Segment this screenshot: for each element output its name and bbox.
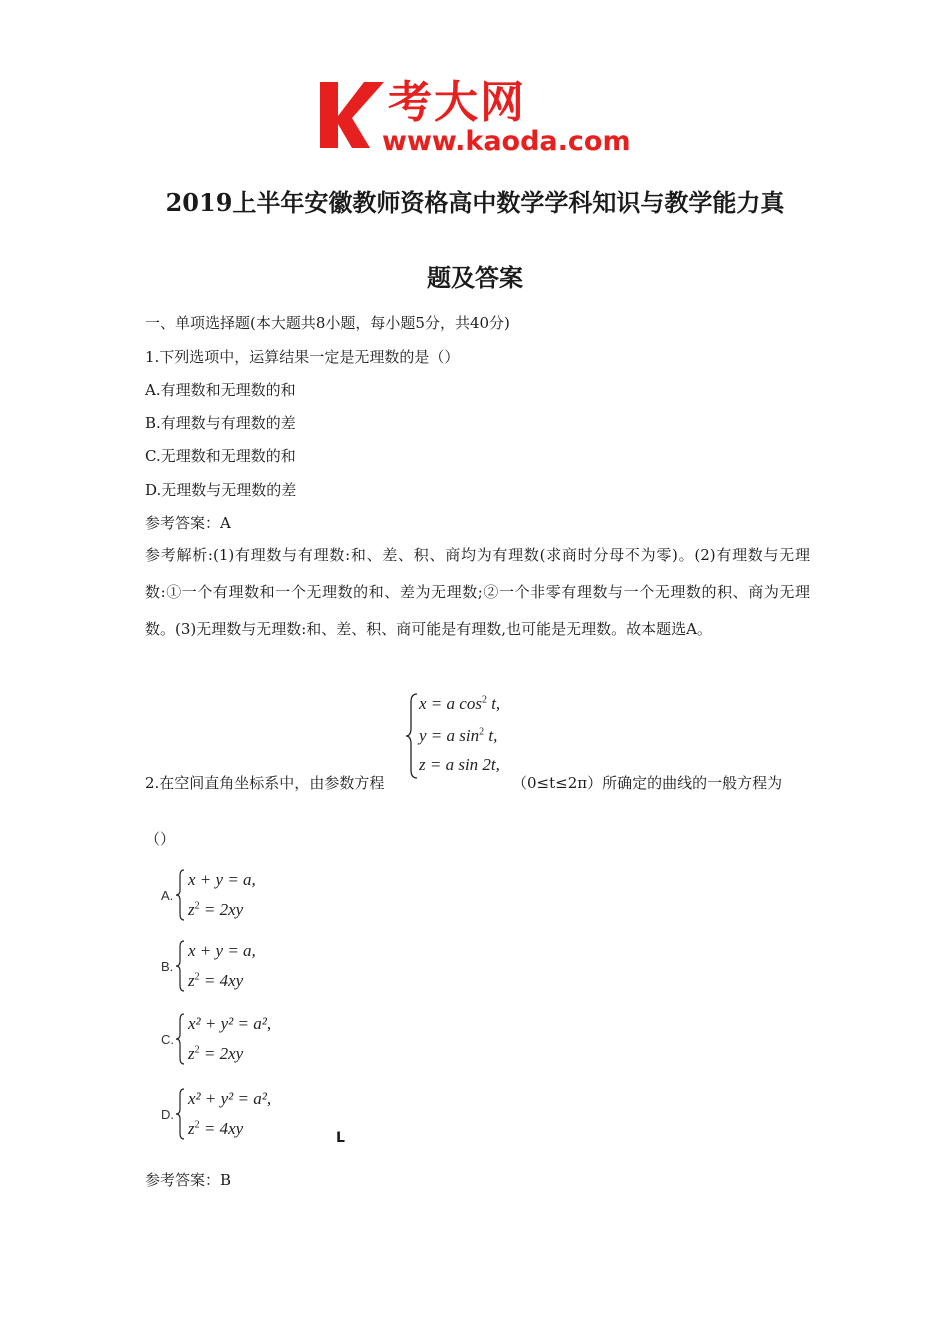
option-eq-line1: x + y = a, bbox=[188, 941, 256, 960]
q2-stem-prefix: 2.在空间直角坐标系中，由参数方程 bbox=[145, 774, 385, 792]
q2-option-a bbox=[161, 868, 301, 924]
option-eq-line2: $z^2 = 4xy$ bbox=[188, 971, 244, 990]
q2-stem-suffix: （0≤t≤2π）所确定的曲线的一般方程为 bbox=[512, 774, 783, 792]
page-title-line2: 题及答案 bbox=[427, 263, 523, 292]
k-logo-icon bbox=[318, 78, 388, 150]
q2-param-equations bbox=[405, 692, 525, 782]
option-eq-line1: x² + y² = a², bbox=[188, 1014, 272, 1033]
option-label: A. bbox=[161, 888, 174, 903]
param-eq-x: x = a $\cos^2 t$, bbox=[419, 694, 501, 713]
q2-option-c bbox=[161, 1012, 311, 1068]
brace-icon bbox=[175, 939, 185, 993]
option-eq-line2: $z^2 = 2xy$ bbox=[188, 900, 244, 919]
option-label: D. bbox=[161, 1107, 174, 1122]
option-label: B. bbox=[161, 959, 174, 974]
param-eq-y: y = a $\sin^2 t$, bbox=[419, 726, 498, 745]
q1-option-c: C.无理数和无理数的和 bbox=[145, 447, 296, 465]
option-eq-line2: $z^2 = 4xy$ bbox=[188, 1119, 244, 1138]
param-eq-z: z = a sin 2t, bbox=[419, 755, 500, 774]
kaoda-logo[interactable] bbox=[318, 78, 640, 158]
logo-url-text: www.kaoda.com bbox=[382, 126, 631, 157]
q1-analysis: 参考解析:(1)有理数与有理数:和、差、积、商均为有理数(求商时分母不为零)。(2)有理数与无理数:①一个有理数和一个无理数的和、差为无理数;②一个非零有理数与一个无理数的积、商为无理数。(3)无理数与无理数:和、差、积、商可能是有理数,也可能是无理数。故本题选A。 bbox=[145, 546, 810, 638]
brace-icon bbox=[175, 1087, 185, 1141]
q1-option-d: D.无理数与无理数的差 bbox=[145, 481, 297, 499]
option-label: C. bbox=[161, 1032, 174, 1047]
option-eq-line2: $z^2 = 2xy$ bbox=[188, 1044, 244, 1063]
section-heading: 一、单项选择题(本大题共8小题，每小题5分，共40分) bbox=[145, 314, 510, 332]
brace-icon bbox=[405, 692, 419, 780]
q1-option-b: B.有理数与有理数的差 bbox=[145, 414, 296, 432]
q1-option-a: A.有理数和无理数的和 bbox=[145, 381, 296, 399]
logo-brand-text: 考大网 bbox=[388, 77, 526, 128]
page-title-line1: 2019上半年安徽教师资格高中数学学科知识与教学能力真 bbox=[165, 188, 785, 217]
brace-icon bbox=[175, 868, 185, 922]
q2-paren: （） bbox=[145, 830, 176, 848]
q2-option-d bbox=[161, 1087, 311, 1143]
brace-icon bbox=[175, 1012, 185, 1066]
q1-stem: 1.下列选项中，运算结果一定是无理数的是（） bbox=[145, 348, 460, 366]
option-eq-line1: x + y = a, bbox=[188, 870, 256, 889]
option-eq-line1: x² + y² = a², bbox=[188, 1089, 272, 1108]
q2-answer: 参考答案：B bbox=[145, 1171, 232, 1189]
q2-option-b bbox=[161, 939, 301, 995]
cursor-glyph: L bbox=[336, 1130, 345, 1146]
q1-answer: 参考答案：A bbox=[145, 514, 231, 532]
